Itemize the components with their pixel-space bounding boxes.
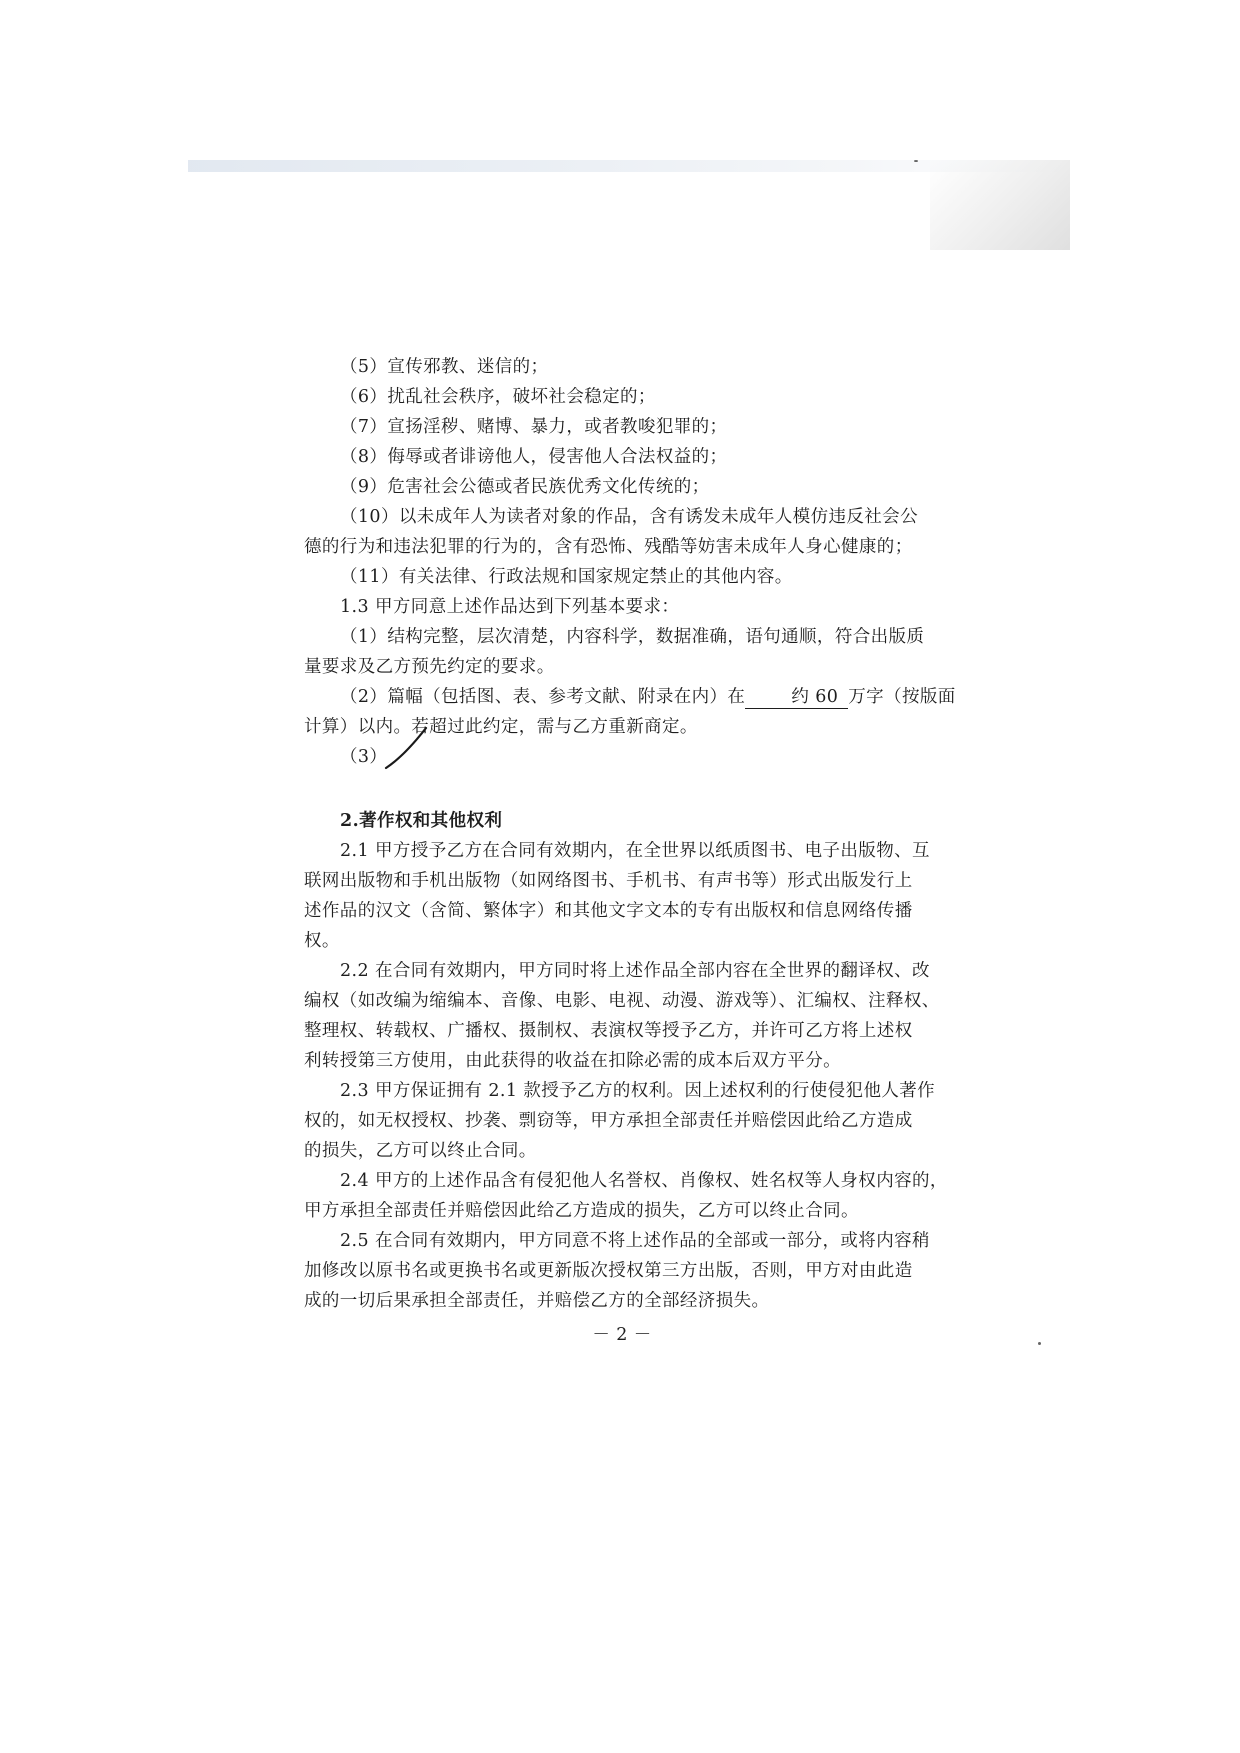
clause-line: 述作品的汉文（含简、繁体字）和其他文字文本的专有出版权和信息网络传播 [304, 901, 913, 921]
clause-line: 甲方承担全部责任并赔偿因此给乙方造成的损失，乙方可以终止合同。 [304, 1201, 859, 1221]
clause-line: 编权（如改编为缩编本、音像、电影、电视、动漫、游戏等）、汇编权、注释权、 [304, 991, 940, 1011]
section-1-3-heading: 1.3 甲方同意上述作品达到下列基本要求： [340, 597, 680, 617]
clause-line: 2.4 甲方的上述作品含有侵犯他人名誉权、肖像权、姓名权等人身权内容的， [340, 1171, 948, 1191]
clause-line: （5）宣传邪教、迷信的； [340, 357, 549, 377]
clause-line: （7）宣扬淫秽、赌博、暴力，或者教唆犯罪的； [340, 417, 728, 437]
clause-line: 加修改以原书名或更换书名或更新版次授权第三方出版，否则，甲方对由此造 [304, 1261, 913, 1281]
length-clause-prefix: （2）篇幅（包括图、表、参考文献、附录在内）在 [340, 687, 746, 707]
page-number: － 2 － [592, 1325, 652, 1345]
clause-line: 2.1 甲方授予乙方在合同有效期内，在全世界以纸质图书、电子出版物、互 [340, 841, 930, 861]
scan-speck [1038, 1342, 1041, 1345]
contract-page-body [304, 352, 956, 1350]
clause-line: （10）以未成年人为读者对象的作品，含有诱发未成年人模仿违反社会公 [340, 507, 918, 527]
scan-corner-shadow [930, 160, 1070, 250]
clause-line: 德的行为和违法犯罪的行为的，含有恐怖、残酷等妨害未成年人身心健康的； [304, 537, 913, 557]
clause-line: （8）侮辱或者诽谤他人，侵害他人合法权益的； [340, 447, 728, 467]
clause-line: 权。 [304, 931, 340, 951]
pen-slash-mark [380, 722, 440, 772]
length-clause-suffix: 万字（按版面 [848, 687, 956, 707]
clause-line: 2.5 在合同有效期内，甲方同意不将上述作品的全部或一部分，或将内容稍 [340, 1231, 930, 1251]
clause-line: 量要求及乙方预先约定的要求。 [304, 657, 555, 677]
clause-line: 2.3 甲方保证拥有 2.1 款授予乙方的权利。因上述权利的行使侵犯他人著作 [340, 1081, 936, 1101]
length-clause [304, 682, 956, 712]
clause-line: （6）扰乱社会秩序，破坏社会稳定的； [340, 387, 656, 407]
clause-line: （1）结构完整，层次清楚，内容科学，数据准确，语句通顺，符合出版质 [340, 627, 925, 647]
clause-line: 整理权、转载权、广播权、摄制权、表演权等授予乙方，并许可乙方将上述权 [304, 1021, 913, 1041]
length-value-field: 约 60 [745, 686, 848, 709]
clause-line: 权的，如无权授权、抄袭、剽窃等，甲方承担全部责任并赔偿因此给乙方造成 [304, 1111, 913, 1131]
clause-line: 计算）以内。若超过此约定，需与乙方重新商定。 [304, 717, 698, 737]
section-2-heading: 2.著作权和其他权利 [340, 811, 503, 831]
scan-speck [914, 160, 918, 162]
clause-line: 2.2 在合同有效期内，甲方同时将上述作品全部内容在全世界的翻译权、改 [340, 961, 930, 981]
clause-line: 成的一切后果承担全部责任，并赔偿乙方的全部经济损失。 [304, 1291, 770, 1311]
clause-line: （9）危害社会公德或者民族优秀文化传统的； [340, 477, 710, 497]
clause-line: 的损失，乙方可以终止合同。 [304, 1141, 537, 1161]
clause-line-blank-item: （3） [340, 747, 388, 767]
section-gap [304, 772, 940, 806]
clause-line: （11）有关法律、行政法规和国家规定禁止的其他内容。 [340, 567, 793, 587]
clause-line: 联网出版物和手机出版物（如网络图书、手机书、有声书等）形式出版发行上 [304, 871, 913, 891]
clause-line: 利转授第三方使用，由此获得的收益在扣除必需的成本后双方平分。 [304, 1051, 841, 1071]
